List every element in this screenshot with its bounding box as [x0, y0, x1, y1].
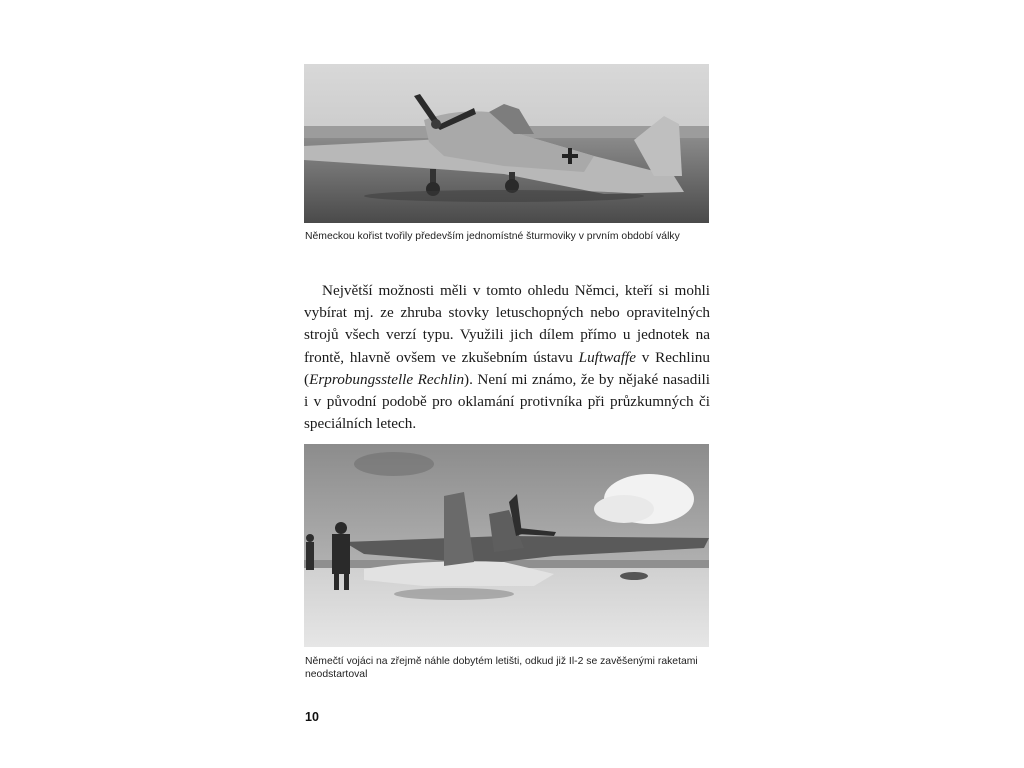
photo-captured-airfield — [304, 444, 709, 647]
body-paragraph — [304, 280, 710, 435]
photo-captured-airfield-image — [304, 444, 709, 647]
photo-caption-1: Německou kořist tvořily především jednomístné šturmoviky v prvním období války — [305, 231, 680, 242]
photo-il2-grass-airfield-image — [304, 64, 709, 223]
body-text-segment: ). Není mi známo, že by nějaké nasadili i v původní podobě pro oklamání protivníka při průzkumných či speciálních letech. — [304, 370, 710, 433]
photo-caption-2: Němečtí vojáci na zřejmě náhle dobytém letišti, odkud již Il-2 se zavěšenými raketami neodstartoval — [305, 656, 698, 680]
body-text-segment: v Rechlinu ( — [304, 348, 710, 388]
page-number: 10 — [305, 710, 319, 724]
photo-il2-grass-airfield — [304, 64, 709, 223]
body-text-segment: Největší možnosti měli v tomto ohledu Němci, kteří si mohli vybírat mj. ze zhruba stovky letuschopných nebo opravitelných strojů všech verzí typu. Využili jich dílem přímo u jednotek na frontě, hlavně ovšem ve zkušebním ústavu — [304, 282, 710, 366]
body-text-italic: Luftwaffe — [578, 348, 637, 366]
body-text-italic: Erprobungsstelle Rechlin — [309, 370, 465, 388]
